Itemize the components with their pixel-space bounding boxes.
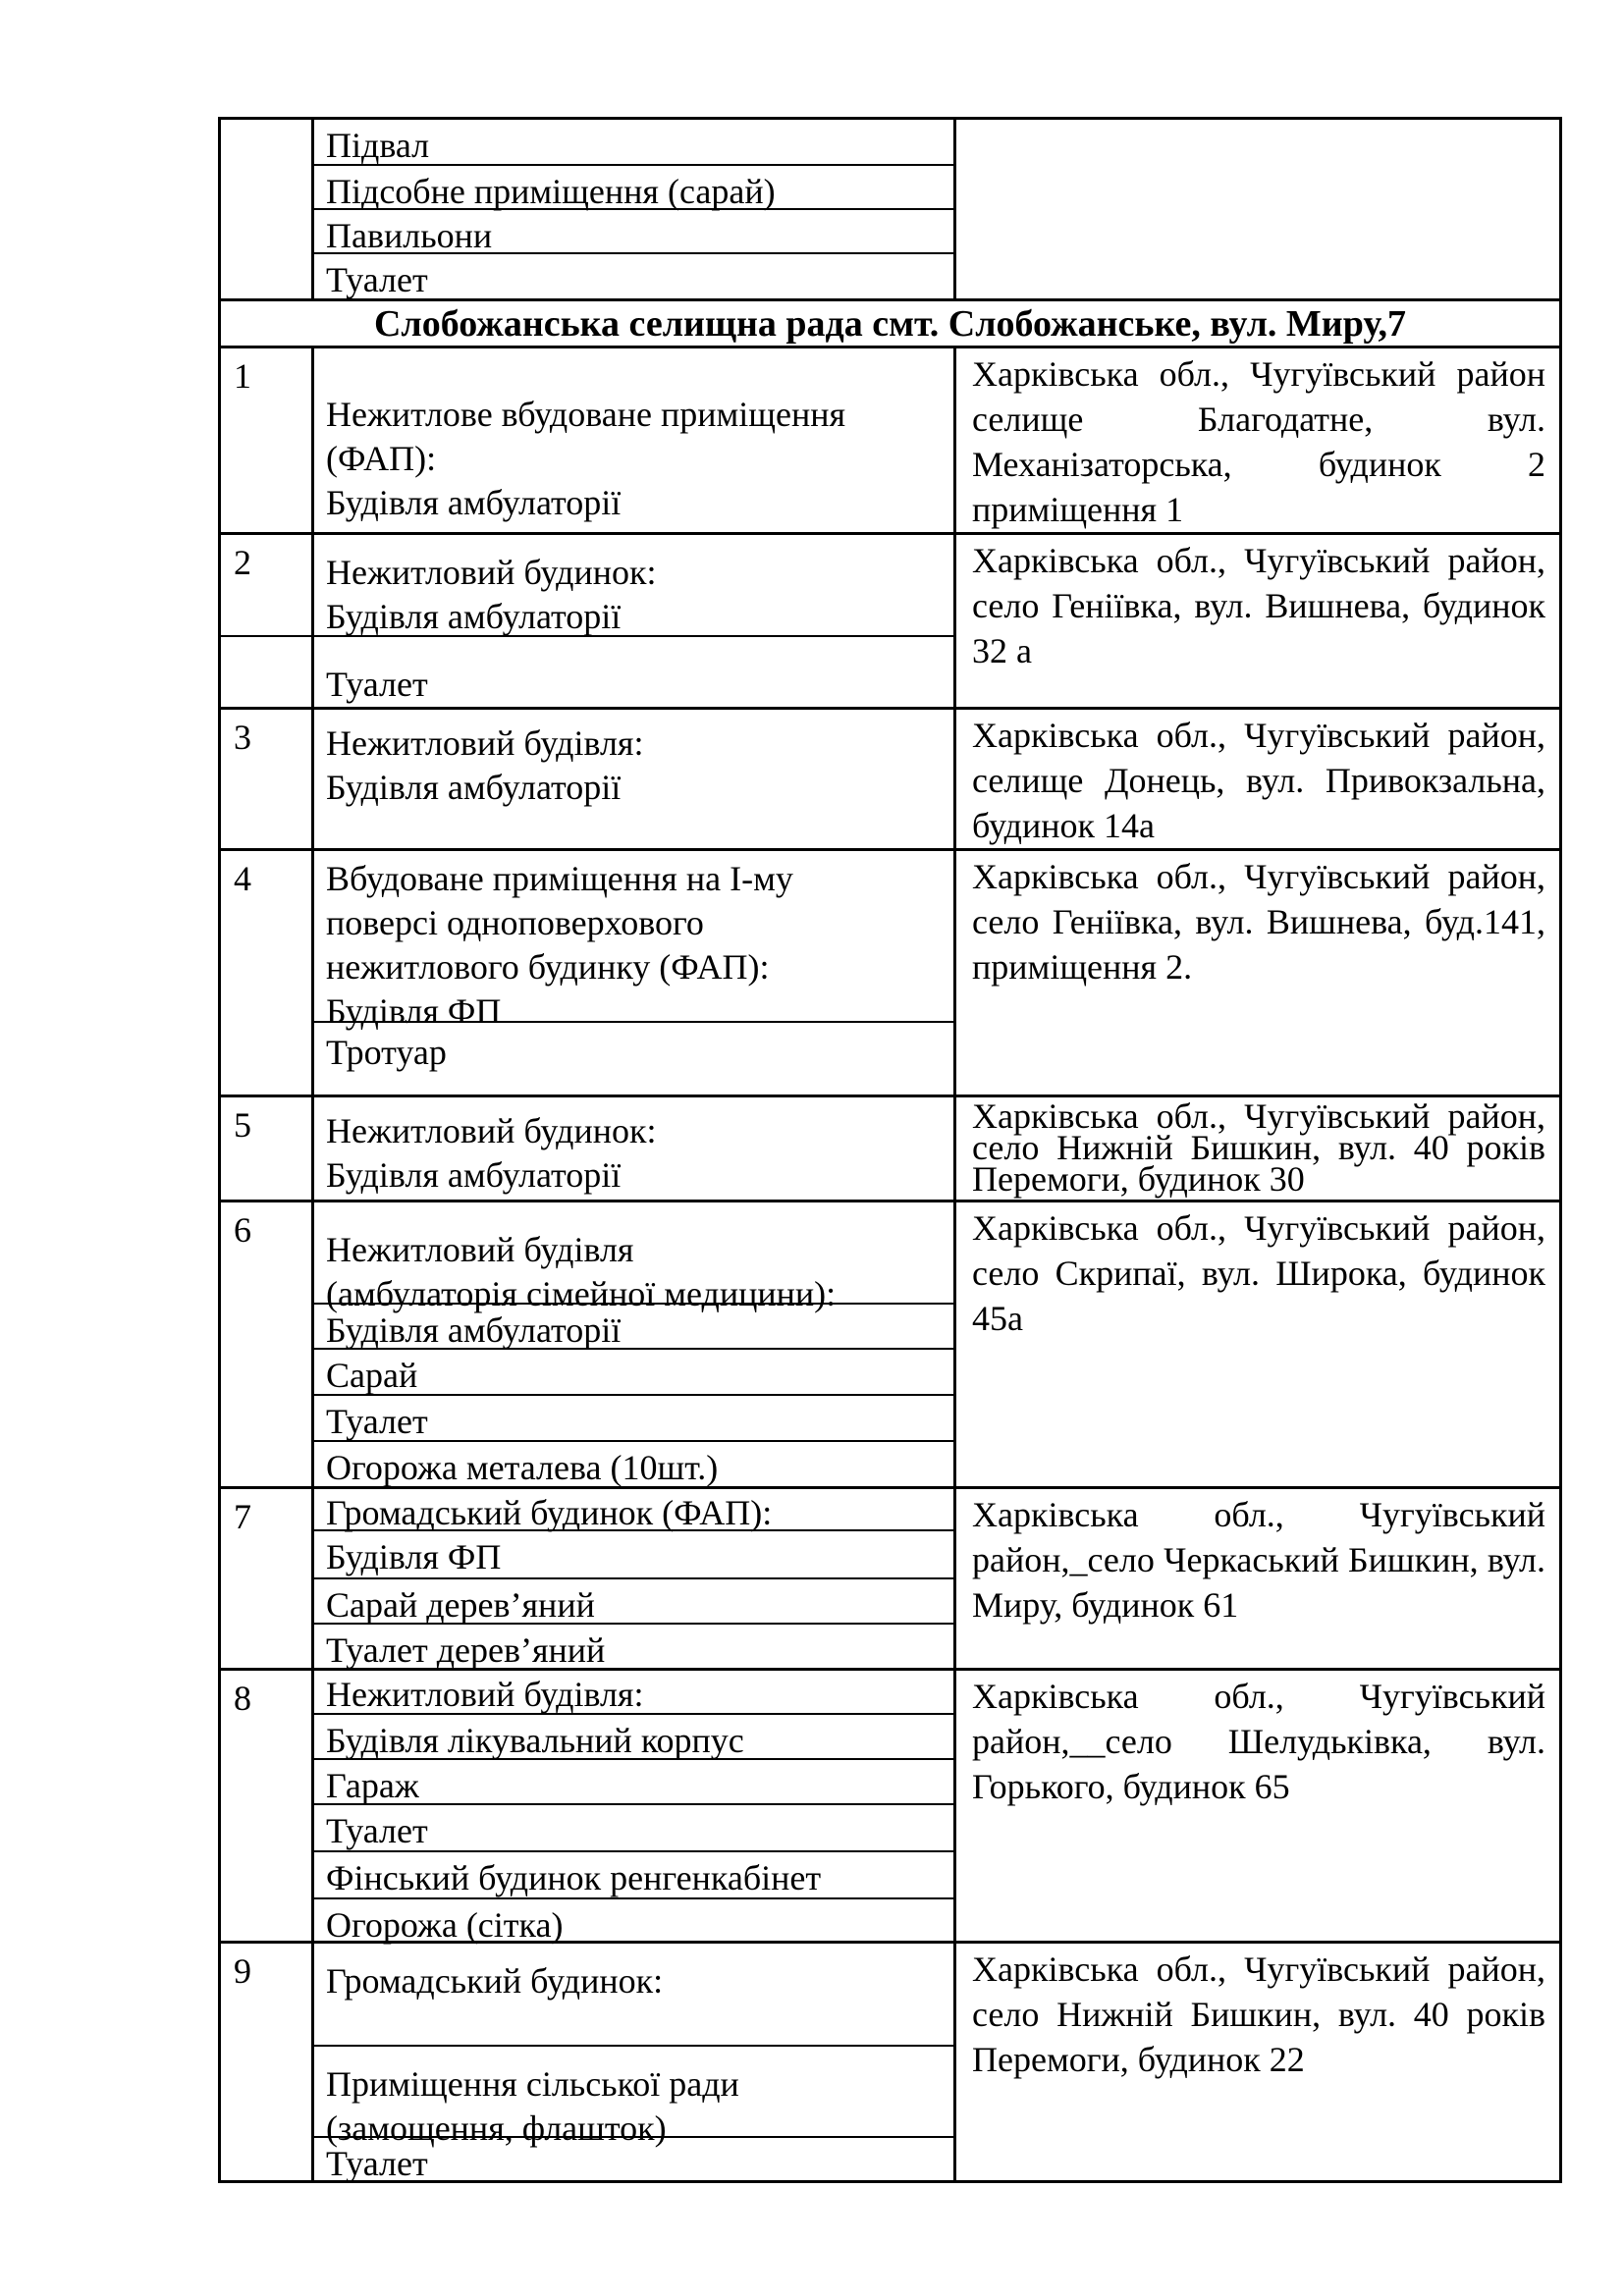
item-cell bbox=[314, 1021, 953, 1095]
item-line: Будівля амбулаторії bbox=[326, 1310, 622, 1350]
empty-number-cell bbox=[221, 120, 314, 298]
item-cell bbox=[314, 1529, 953, 1577]
address-cell: Харківська обл., Чугуївський район, село Нижній Бишкин, вул. 40 років Перемоги, будинок 30 bbox=[972, 1096, 1545, 1199]
item-cell bbox=[314, 1758, 953, 1803]
item-cell-group bbox=[314, 120, 956, 298]
item-line: поверсі одноповерхового bbox=[326, 903, 704, 942]
row-number: 7 bbox=[221, 1489, 314, 1668]
item-line: (ФАП): bbox=[326, 439, 437, 478]
item-line: Сарай дерев’яний bbox=[326, 1585, 595, 1625]
empty-number-cell bbox=[221, 637, 314, 707]
address-cell: Харківська обл., Чугуївський район,__село Шелудьківка, вул. Горького, будинок 65 bbox=[972, 1677, 1545, 1806]
row-number: 5 bbox=[221, 1097, 314, 1200]
item-cell bbox=[314, 2045, 953, 2148]
item-cell bbox=[314, 1671, 953, 1713]
item-cell bbox=[314, 1713, 953, 1758]
item-line: Гараж bbox=[326, 1766, 419, 1805]
item-cell bbox=[314, 1394, 953, 1440]
row-number: 1 bbox=[221, 348, 314, 532]
item-line: нежитлового будинку (ФАП): bbox=[326, 947, 770, 987]
row-number: 3 bbox=[221, 710, 314, 848]
row-number: 6 bbox=[221, 1202, 314, 1486]
item-cell bbox=[314, 164, 953, 211]
table-row bbox=[221, 1668, 1559, 1945]
item-line: Огорожа металева (10шт.) bbox=[326, 1448, 719, 1487]
row-sub-row bbox=[221, 535, 956, 635]
item-line: Фінський будинок ренгенкабінет bbox=[326, 1858, 822, 1897]
item-cell bbox=[314, 1850, 953, 1897]
item-line: Туалет bbox=[326, 2144, 428, 2183]
section-header: Слобожанська селищна рада смт. Слобожанське, вул. Миру,7 bbox=[373, 303, 1407, 345]
item-line: Нежитловий будинок: bbox=[326, 553, 657, 592]
item-line: Будівля лікувальний корпус bbox=[326, 1721, 744, 1760]
address-cell: Харківська обл., Чугуївський район, село Нижній Бишкин, вул. 40 років Перемоги, будинок 22 bbox=[972, 1949, 1545, 2079]
item-cell-group bbox=[314, 851, 956, 1095]
row-sub-row bbox=[221, 635, 956, 707]
item-cell bbox=[314, 637, 956, 707]
item-cell bbox=[314, 348, 953, 532]
item-line: Тротуар bbox=[326, 1033, 447, 1072]
item-cell bbox=[314, 1489, 953, 1532]
item-line: (амбулаторія сімейної медицини): bbox=[326, 1274, 837, 1313]
item-line: Будівля ФП bbox=[326, 1537, 502, 1576]
table-row bbox=[221, 346, 1559, 532]
item-cell bbox=[314, 120, 953, 164]
item-cell-group bbox=[314, 1202, 956, 1486]
table-row bbox=[221, 848, 1559, 1095]
item-cell bbox=[314, 208, 953, 255]
item-line: Підвал bbox=[326, 126, 430, 165]
item-line: Нежитлове вбудоване приміщення bbox=[326, 395, 846, 434]
item-cell bbox=[314, 1202, 953, 1313]
row-number: 4 bbox=[221, 851, 314, 1095]
address-cell: Харківська обл., Чугуївський район селище Благодатне, вул. Механізаторська, будинок 2 приміщення 1 bbox=[972, 354, 1545, 529]
item-line: Будівля амбулаторії bbox=[326, 597, 622, 636]
item-cell bbox=[314, 710, 953, 848]
item-line: Вбудоване приміщення на І-му bbox=[326, 859, 793, 898]
item-line: Будівля ФП bbox=[326, 991, 502, 1031]
item-line: Туалет bbox=[326, 1811, 428, 1850]
item-line: Громадський будинок (ФАП): bbox=[326, 1493, 773, 1532]
item-line: Підсобне приміщення (сарай) bbox=[326, 172, 776, 211]
item-cell bbox=[314, 1803, 953, 1850]
item-cell bbox=[314, 1097, 953, 1200]
table-row bbox=[221, 1200, 1559, 1486]
item-line: Приміщення сільської ради bbox=[326, 2064, 739, 2104]
item-line: Сарай bbox=[326, 1356, 418, 1395]
section-header-row bbox=[221, 298, 1559, 346]
address-cell: Харківська обл., Чугуївський район, село Геніївка, вул. Вишнева, будинок 32 а bbox=[972, 541, 1545, 670]
item-line: Будівля амбулаторії bbox=[326, 768, 622, 807]
item-line: (замощення, флашток) bbox=[326, 2109, 667, 2148]
table-row-continuation bbox=[221, 120, 1559, 298]
address-cell: Харківська обл., Чугуївський район,_село Черкаський Бишкин, вул. Миру, будинок 61 bbox=[972, 1495, 1545, 1625]
item-cell bbox=[314, 851, 953, 1031]
item-cell-group bbox=[314, 710, 956, 848]
item-line: Туалет bbox=[326, 1402, 428, 1441]
table-row bbox=[221, 1095, 1559, 1200]
item-line: Нежитловий будівля bbox=[326, 1230, 634, 1269]
item-cell-group bbox=[314, 1944, 956, 2183]
item-cell bbox=[314, 535, 956, 635]
item-cell-group bbox=[314, 1097, 956, 1200]
item-line: Нежитловий будинок: bbox=[326, 1111, 657, 1150]
address-cell: Харківська обл., Чугуївський район, село Геніївка, вул. Вишнева, буд.141, приміщення 2. bbox=[972, 857, 1545, 987]
table-row bbox=[221, 532, 1559, 707]
item-cell bbox=[314, 252, 953, 298]
row-left-stack bbox=[221, 535, 956, 707]
address-cell: Харківська обл., Чугуївський район, селище Донець, вул. Привокзальна, будинок 14а bbox=[972, 716, 1545, 845]
table-row bbox=[221, 1941, 1559, 2183]
item-cell bbox=[314, 1303, 953, 1348]
item-line: Туалет дерев’яний bbox=[326, 1630, 606, 1670]
item-cell bbox=[314, 1577, 953, 1623]
item-cell bbox=[314, 1623, 953, 1668]
property-table bbox=[218, 117, 1562, 2183]
item-line: Нежитловий будівля: bbox=[326, 723, 644, 763]
item-line: Громадський будинок: bbox=[326, 1961, 664, 2001]
item-cell-group bbox=[314, 348, 956, 532]
item-line: Туалет bbox=[326, 260, 428, 299]
item-cell-group bbox=[314, 1489, 956, 1668]
item-line: Туалет bbox=[326, 665, 428, 704]
empty-address-cell bbox=[956, 120, 1559, 298]
table-row bbox=[221, 1486, 1559, 1668]
address-cell: Харківська обл., Чугуївський район, село Скрипаї, вул. Широка, будинок 45а bbox=[972, 1208, 1545, 1338]
item-cell bbox=[314, 1944, 953, 2045]
item-cell bbox=[314, 1440, 953, 1486]
item-line: Будівля амбулаторії bbox=[326, 483, 622, 522]
item-line: Павильони bbox=[326, 216, 493, 255]
row-number: 9 bbox=[221, 1944, 314, 2180]
item-cell bbox=[314, 2136, 953, 2183]
row-number: 8 bbox=[221, 1671, 314, 1941]
item-line: Нежитловий будівля: bbox=[326, 1675, 644, 1714]
item-cell bbox=[314, 1348, 953, 1394]
item-cell bbox=[314, 1897, 953, 1945]
row-number: 2 bbox=[221, 535, 314, 635]
item-cell-group bbox=[314, 1671, 956, 1945]
item-line: Огорожа (сітка) bbox=[326, 1905, 564, 1945]
item-line: Будівля амбулаторії bbox=[326, 1155, 622, 1195]
table-row bbox=[221, 707, 1559, 848]
